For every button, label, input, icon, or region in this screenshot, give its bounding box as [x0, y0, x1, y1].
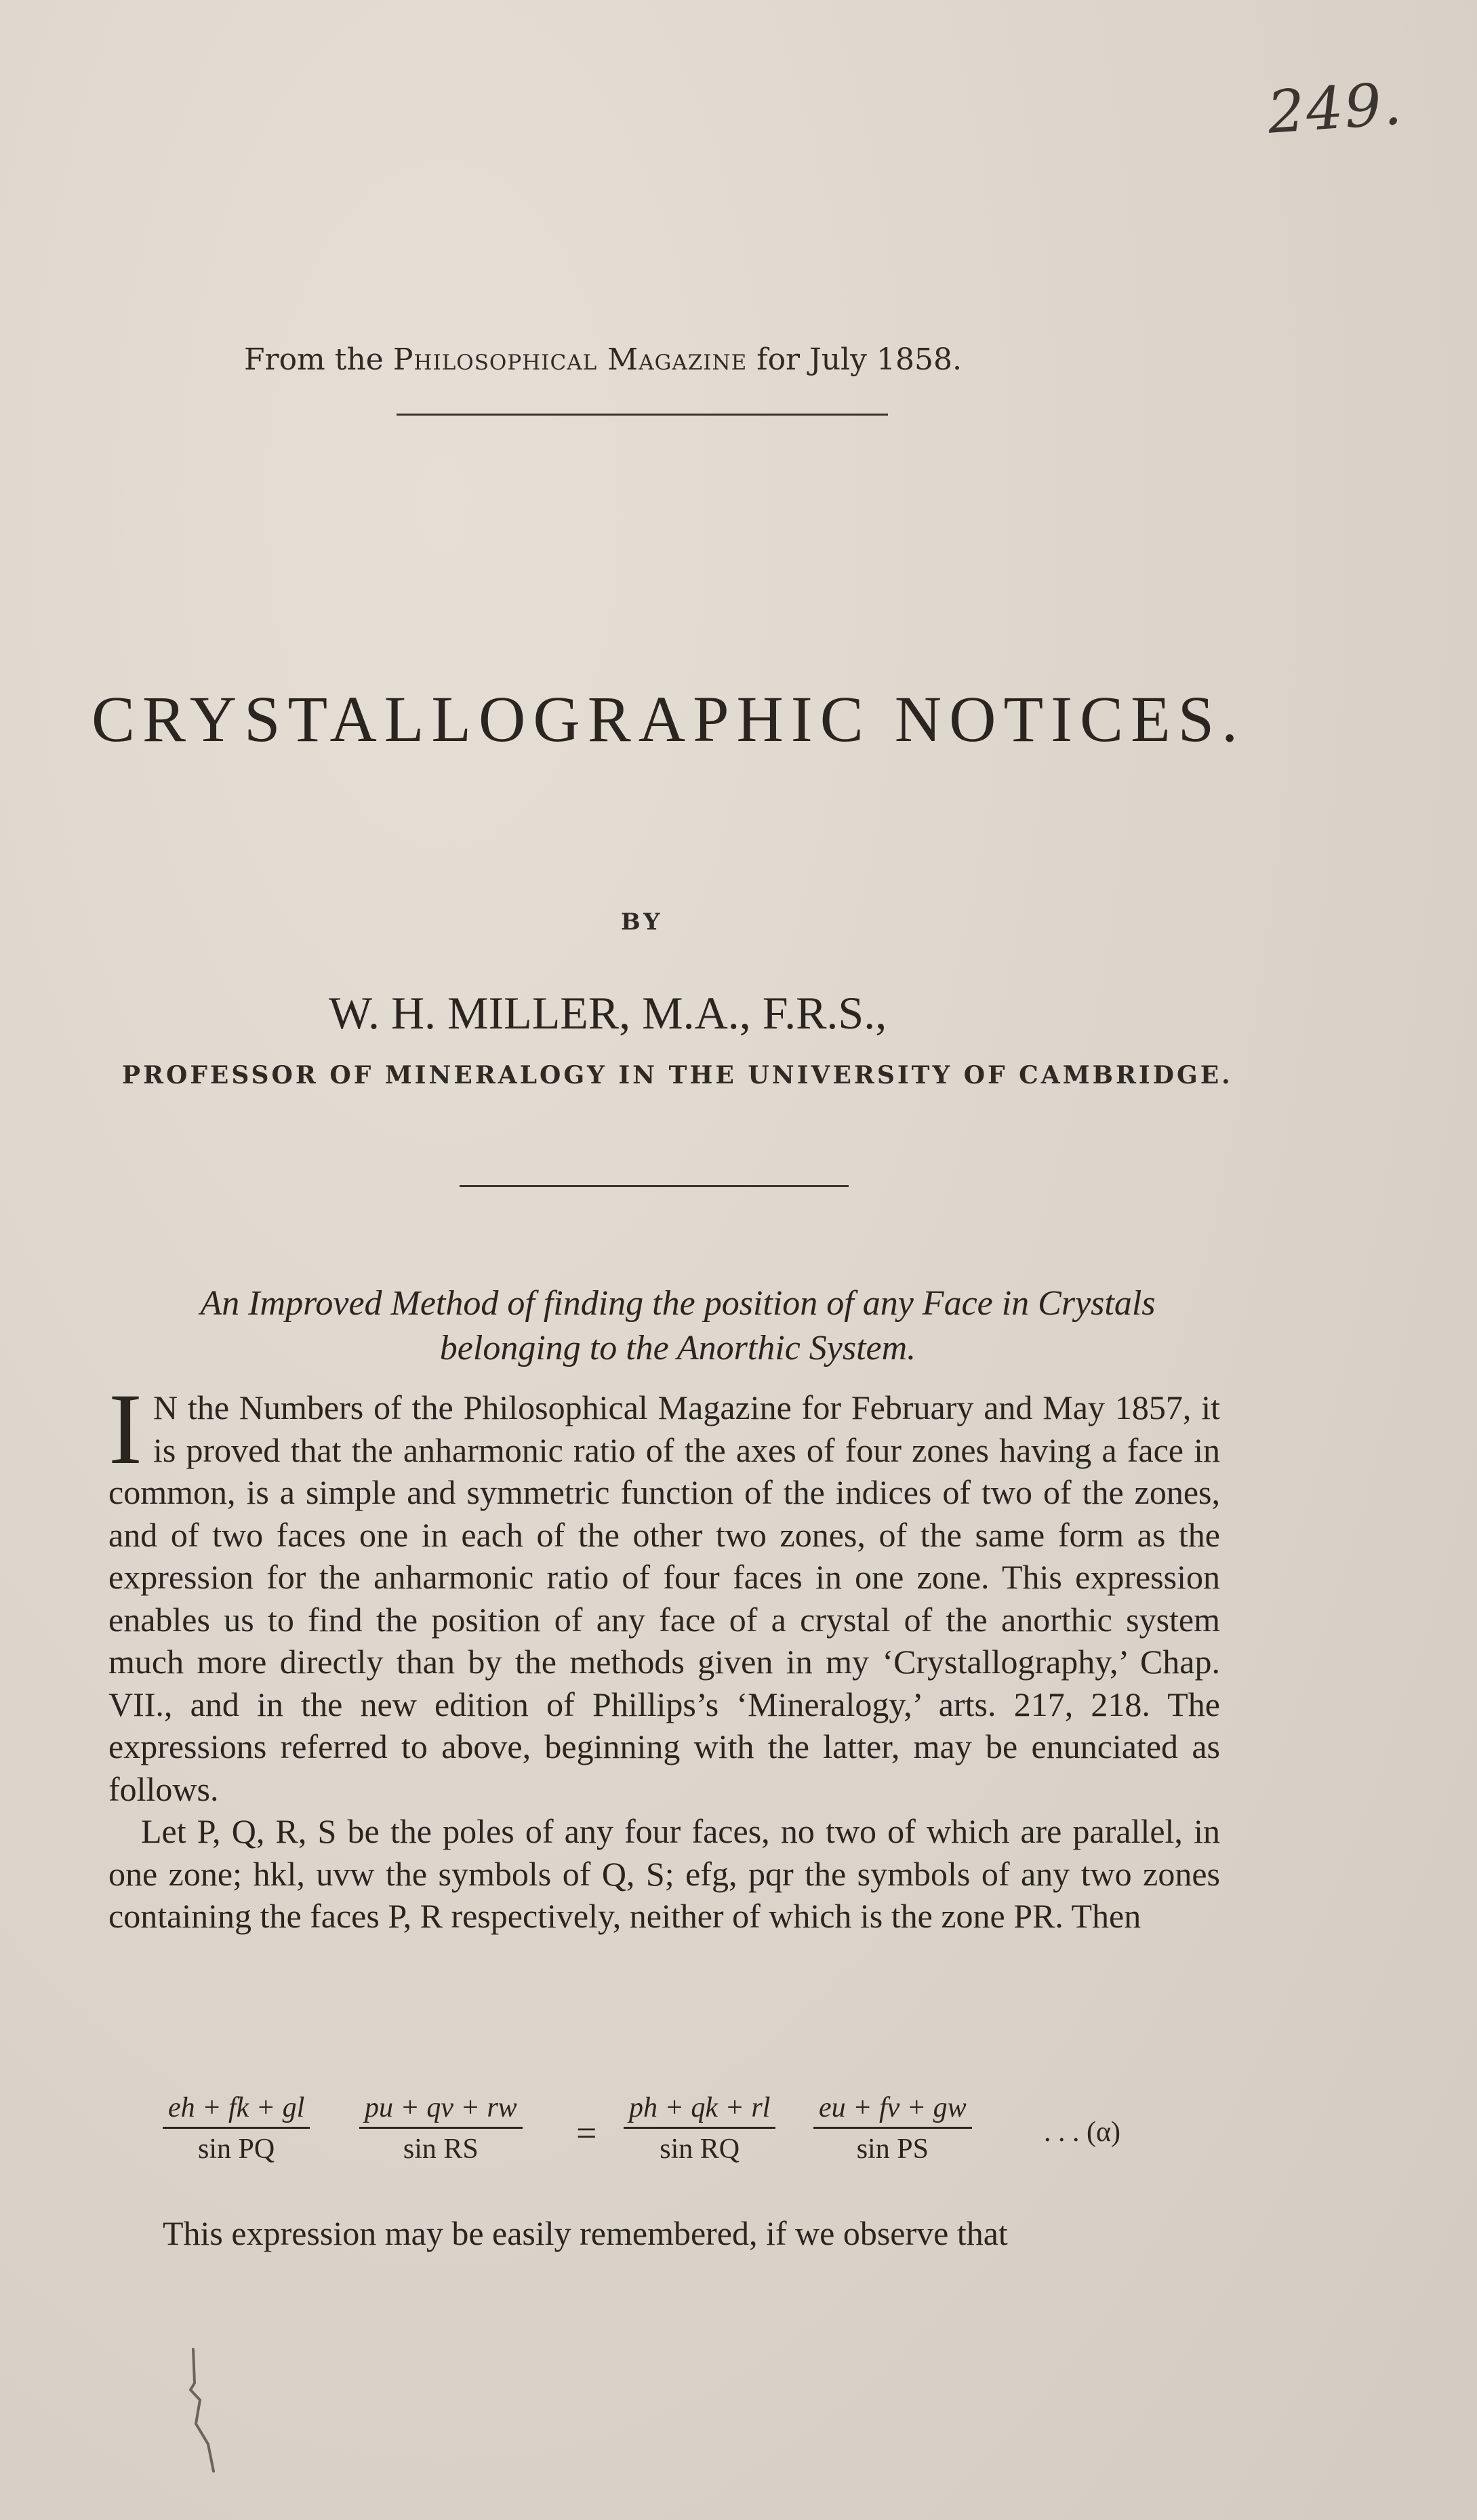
fraction-numerator: eh + fk + gl — [163, 2092, 310, 2129]
fraction-denominator: sin PS — [856, 2134, 929, 2165]
formula-fraction — [163, 2092, 310, 2165]
fraction-numerator: ph + qk + rl — [624, 2092, 775, 2129]
equation-label: . . . (α) — [1044, 2117, 1120, 2148]
fraction-denominator: sin RQ — [660, 2134, 740, 2165]
fraction-numerator: eu + fv + gw — [813, 2092, 972, 2129]
author-affiliation: PROFESSOR OF MINERALOGY IN THE UNIVERSITY OF CAMBRIDGE. — [122, 1061, 1233, 1089]
formula-fraction — [813, 2092, 972, 2165]
paragraph-2: Let P, Q, R, S be the poles of any four faces, no two of which are parallel, in one zone; hkl, uvw the symbols of Q, S; efg, pqr the symbols of any two zones containing the faces P, R respectively, neither of which is the zone PR. Then — [108, 1812, 1220, 1935]
page-title: CRYSTALLOGRAPHIC NOTICES. — [92, 683, 1246, 755]
continuation-line: This expression may be easily remembered, if we observe that — [163, 2214, 1008, 2252]
pencil-mark-icon — [173, 2342, 234, 2478]
section-title: An Improved Method of finding the position of any Face in Crystals belonging to the Anorthic System. — [200, 1284, 1156, 1367]
author-name: W. H. MILLER, M.A., F.R.S., — [329, 987, 887, 1039]
divider-rule — [397, 414, 888, 416]
fraction-denominator: sin PQ — [198, 2134, 275, 2165]
source-journal: Philosophical Magazine — [392, 342, 748, 377]
formula-fraction — [359, 2092, 523, 2165]
by-line: BY — [621, 908, 664, 936]
handwritten-page-number: 249. — [1265, 70, 1405, 147]
fraction-numerator: pu + qv + rw — [359, 2092, 523, 2129]
source-prefix: From the — [244, 342, 393, 377]
paragraph-1 — [108, 1373, 1220, 1810]
fraction-denominator: sin RS — [403, 2134, 479, 2165]
source-line — [244, 342, 1057, 377]
drop-cap: I — [108, 1373, 142, 1485]
paragraph-1-text: N the Numbers of the Philosophical Magazine for February and May 1857, it is proved that the anharmonic ratio of the axes of four zones having a face in common, is a simple and symmetric function of the indices of two of the zones, and of two faces one in each of the other two zones, of the same form as the expression for the anharmonic ratio of four faces in one zone. This expression enables us to find the position of any face of a crystal of the anorthic system much more directly than by the methods given in my ‘Crystallography,’ Chap. VII., and in the new edition of Phillips’s ‘Mineralogy,’ arts. 217, 218. The expressions referred to above, beginning with the latter, may be enunciated as follows. — [108, 1388, 1220, 1808]
body-text — [108, 1373, 1220, 1972]
source-suffix: for July 1858. — [747, 342, 962, 377]
equals-sign: = — [576, 2113, 597, 2153]
formula-alpha — [163, 2092, 1261, 2180]
formula-fraction — [624, 2092, 775, 2165]
divider-rule — [460, 1185, 849, 1187]
